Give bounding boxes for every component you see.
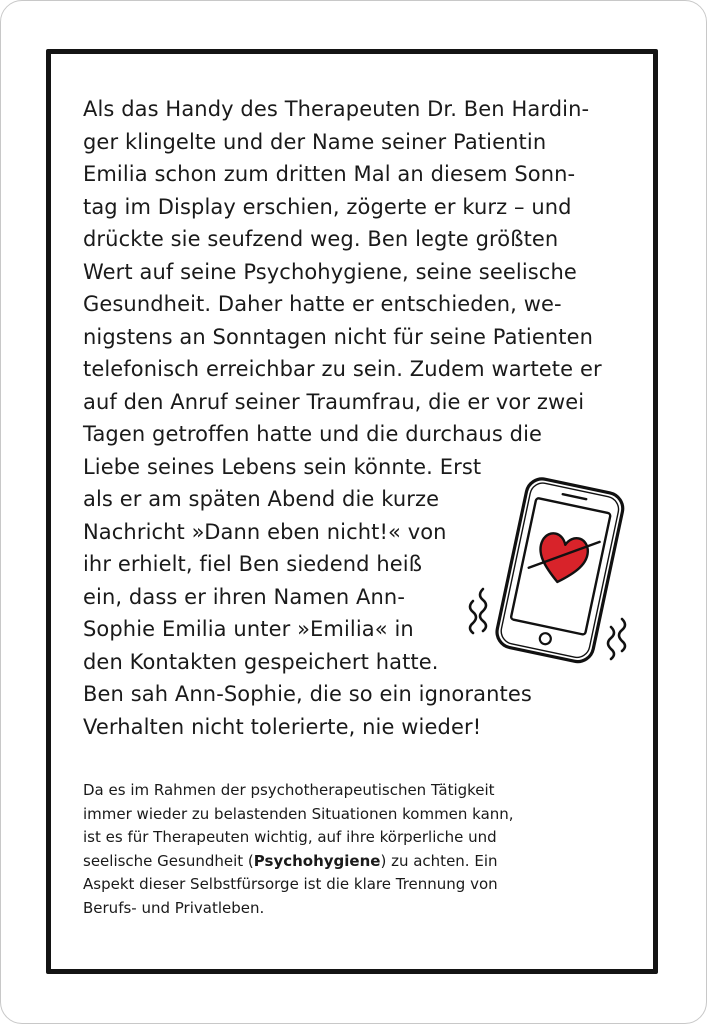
phone-heart-icon [459, 469, 639, 679]
story-line: nigstens an Sonntagen nicht für seine Patienten [83, 324, 594, 349]
story-line: telefonisch erreichbar zu sein. Zudem wartete er [83, 357, 602, 381]
story-line: drückte sie seufzend weg. Ben legte größten [83, 227, 559, 251]
story-line: Liebe seines Lebens sein könnte. Erst [83, 454, 482, 479]
note-keyword: Psychohygiene [253, 851, 381, 870]
story-line: auf den Anruf seiner Traumfrau, die er vor zwei [83, 389, 585, 414]
note-line [83, 850, 514, 874]
story-line: Nachricht »Dann eben nicht!« von [83, 519, 447, 544]
story-line: ein, dass er ihren Namen Ann- [83, 584, 406, 609]
story-line: Wert auf seine Psychohygiene, seine seelische [83, 259, 577, 284]
note-line: Berufs- und Privatleben. [83, 898, 265, 917]
story-line: tag im Display erschien, zögerte er kurz – und [83, 194, 572, 219]
note-line: Aspekt dieser Selbstfürsorge ist die klare Trennung von [83, 875, 498, 894]
story-line: ger klingelte und der Name seiner Patientin [83, 129, 547, 154]
note-text: ) zu achten. Ein [380, 851, 498, 870]
story-line: Sophie Emilia unter »Emilia« in [83, 617, 414, 641]
note-line: immer wieder zu belastenden Situationen kommen kann, [83, 804, 514, 823]
story-line: Tagen getroffen hatte und die durchaus die [83, 422, 543, 446]
story-line: Ben sah Ann-Sophie, die so ein ignorantes [83, 682, 532, 706]
story-line: als er am späten Abend die kurze [83, 487, 440, 511]
story-line: ihr erhielt, fiel Ben siedend heiß [83, 552, 423, 576]
story-line: Als das Handy des Therapeuten Dr. Ben Hardin- [83, 97, 590, 121]
story-line: Emilia schon zum dritten Mal an diesem Sonn- [83, 162, 576, 186]
story-line: Verhalten nicht tolerierte, nie wieder! [83, 714, 482, 739]
story-line: Gesundheit. Daher hatte er entschieden, we- [83, 292, 562, 316]
info-note [83, 779, 514, 921]
note-line: ist es für Therapeuten wichtig, auf ihre körperliche und [83, 828, 497, 847]
note-line: Da es im Rahmen der psychotherapeutischen Tätigkeit [83, 781, 495, 799]
story-line: den Kontakten gespeichert hatte. [83, 649, 439, 674]
note-text: seelische Gesundheit ( [83, 851, 254, 870]
